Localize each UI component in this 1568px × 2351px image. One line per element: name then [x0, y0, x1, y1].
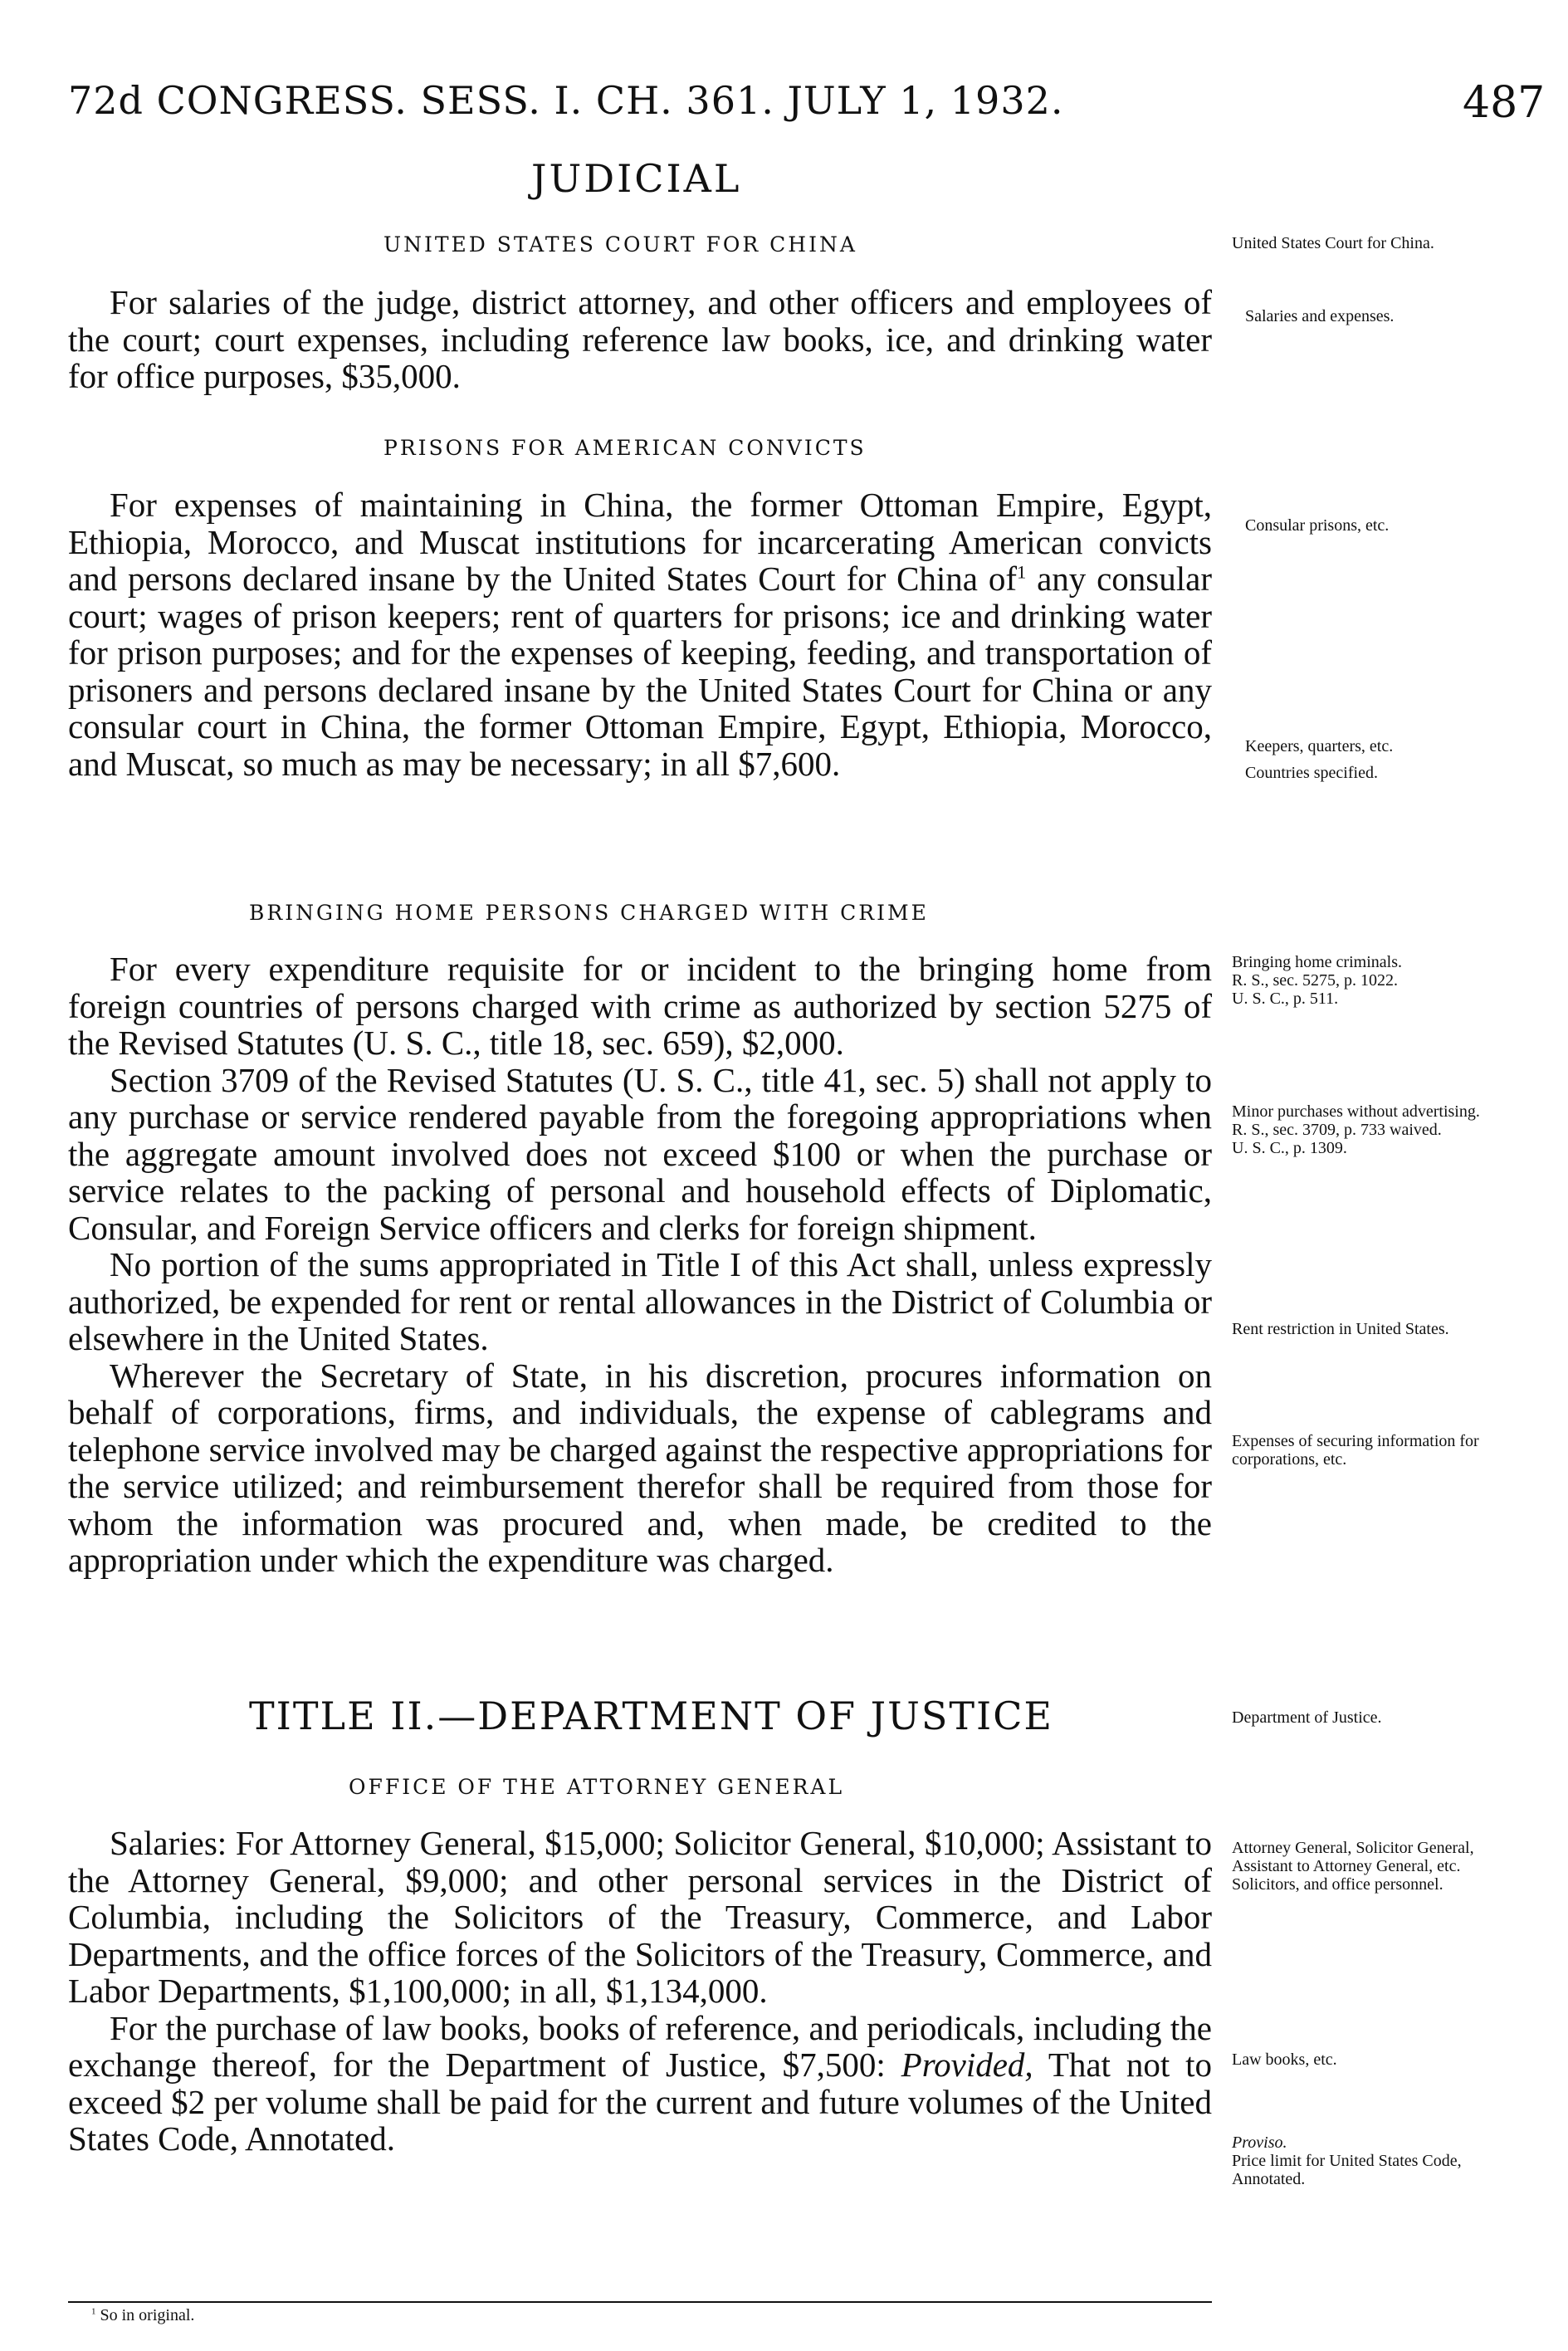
margin-note: Bringing home criminals.: [1232, 953, 1402, 971]
margin-note: Department of Justice.: [1232, 1708, 1382, 1727]
paragraph-text: Section 3709 of the Revised Statutes (U. S. C., title 41, sec. 5) shall not apply to any purchase or service rendered payable from the foregoing appropriations when the aggregate amount involved does not exceed $100 or when the purchase or service relates to the packing of personal and household effects of Diplomatic, Consular, and Foreign Service officers and clerks for foreign shipment.: [68, 1060, 1212, 1247]
paragraph-text: For every expenditure requisite for or incident to the bringing home from foreign countries of persons charged with crime as authorized by section 5275 of the Revised Statutes (U. S. C., title 18, sec. 659), $2,000.: [68, 950, 1212, 1062]
title-ii-heading: TITLE II.—DEPARTMENT OF JUSTICE: [249, 1694, 1053, 1738]
paragraph-text: Salaries: For Attorney General, $15,000; Solicitor General, $10,000; Assistant to the Attorney General, $9,000; and other personal services in the District of Columbia, including the Solicitors of the Treasury, Commerce, and Labor Departments, and the office forces of the Solicitors of the Treasury, Commerce, and Labor Departments, $1,100,000; in all, $1,134,000.: [68, 1824, 1212, 2010]
text-part: For the purchase of law books, books of reference, and periodicals, including the exchange thereof, for the Department of Justice, $7,500:: [68, 2008, 1212, 2084]
paragraph-court-china: [68, 284, 1212, 395]
margin-note: U. S. C., p. 511.: [1232, 990, 1339, 1008]
paragraphs-attorney-general: [68, 1825, 1212, 2158]
footnote-marker: 1: [91, 2306, 96, 2317]
section-heading-bringing-home: BRINGING HOME PERSONS CHARGED WITH CRIME: [249, 901, 929, 925]
footnote-divider: [68, 2301, 1212, 2303]
running-header: [68, 78, 1546, 136]
footnote: [91, 2306, 194, 2325]
paragraph-text: Wherever the Secretary of State, in his discretion, procures information on behalf of corporations, firms, and individuals, the expense of cablegrams and telephone service involved may be charged against the respective appropriations for the service utilized; and reimbursement therefor shall be required from those for whom the information was procured and, when made, be credited to the appropriation under which the expenditure was charged.: [68, 1356, 1212, 1579]
margin-note: Countries specified.: [1245, 764, 1378, 782]
margin-note: Attorney General, Solicitor General, Assistant to Attorney General, etc.: [1232, 1839, 1474, 1875]
paragraph-text: For salaries of the judge, district attorney, and other officers and employees of the court; court expenses, including reference law books, ice, and drinking water for office purposes, $35,000.: [68, 283, 1212, 395]
margin-note: United States Court for China.: [1232, 234, 1434, 252]
text-part: For expenses of maintaining in China, the former Ottoman Empire, Egypt, Ethiopia, Morocco, and Muscat institutions for incarcerating American convicts and persons declared insane by the United States Court for China of: [68, 486, 1212, 598]
margin-note: Law books, etc.: [1232, 2050, 1337, 2069]
proviso-italic: Provided,: [901, 2046, 1033, 2084]
margin-note: R. S., sec. 5275, p. 1022.: [1232, 971, 1398, 990]
margin-note: Rent restriction in United States.: [1232, 1320, 1449, 1338]
paragraphs-bringing-home: [68, 951, 1212, 1579]
margin-note: Minor purchases without advertising.: [1232, 1102, 1480, 1121]
paragraph-text: No portion of the sums appropriated in Title I of this Act shall, unless expressly authorized, be expended for rent or rental allowances in the District of Columbia or elsewhere in the United States.: [68, 1245, 1212, 1357]
margin-note: Price limit for United States Code, Annotated.: [1232, 2152, 1462, 2188]
page-title: JUDICIAL: [531, 156, 742, 201]
section-heading-prisons: PRISONS FOR AMERICAN CONVICTS: [383, 436, 867, 460]
margin-note-group: [1232, 1102, 1481, 1157]
footnote-ref: 1: [1016, 561, 1027, 583]
page-number: 487: [1463, 78, 1546, 128]
header-citation: 72d CONGRESS. SESS. I. CH. 361. JULY 1, 1932.: [68, 78, 1064, 123]
margin-note: Proviso.: [1232, 2133, 1287, 2152]
margin-note-group: [1232, 953, 1481, 1008]
margin-note-group: [1232, 2133, 1481, 2188]
text-part: That not to exceed $2 per volume shall be paid for the current and future volumes of the United States Code, Annotated.: [68, 2046, 1212, 2158]
paragraph-text: [68, 2010, 1212, 2158]
paragraph-prisons: [68, 486, 1212, 782]
text-part: any consular court; wages of prison keepers; rent of quarters for prisons; ice and drinking water for prison purposes; and for the expenses of keeping, feeding, and transportation of prisoners and persons declared insane by the United States Court for China or any consular court in China, the former Ottoman Empire, Egypt, Ethiopia, Morocco, and Muscat, so much as may be necessary; in all $7,600.: [68, 560, 1213, 783]
margin-note: R. S., sec. 3709, p. 733 waived.: [1232, 1121, 1442, 1139]
margin-note: Expenses of securing information for corporations, etc.: [1232, 1432, 1479, 1469]
section-heading-attorney-general: OFFICE OF THE ATTORNEY GENERAL: [349, 1775, 845, 1799]
section-heading-court-china: UNITED STATES COURT FOR CHINA: [383, 232, 857, 257]
margin-note: Consular prisons, etc.: [1245, 516, 1390, 535]
paragraph-text: [68, 486, 1212, 782]
margin-note: U. S. C., p. 1309.: [1232, 1139, 1347, 1157]
margin-note: Salaries and expenses.: [1245, 307, 1395, 325]
footnote-text: So in original.: [95, 2306, 195, 2324]
margin-note-group: [1232, 1839, 1481, 1894]
margin-note: Solicitors, and office personnel.: [1232, 1875, 1443, 1894]
margin-note: Keepers, quarters, etc.: [1245, 737, 1394, 755]
